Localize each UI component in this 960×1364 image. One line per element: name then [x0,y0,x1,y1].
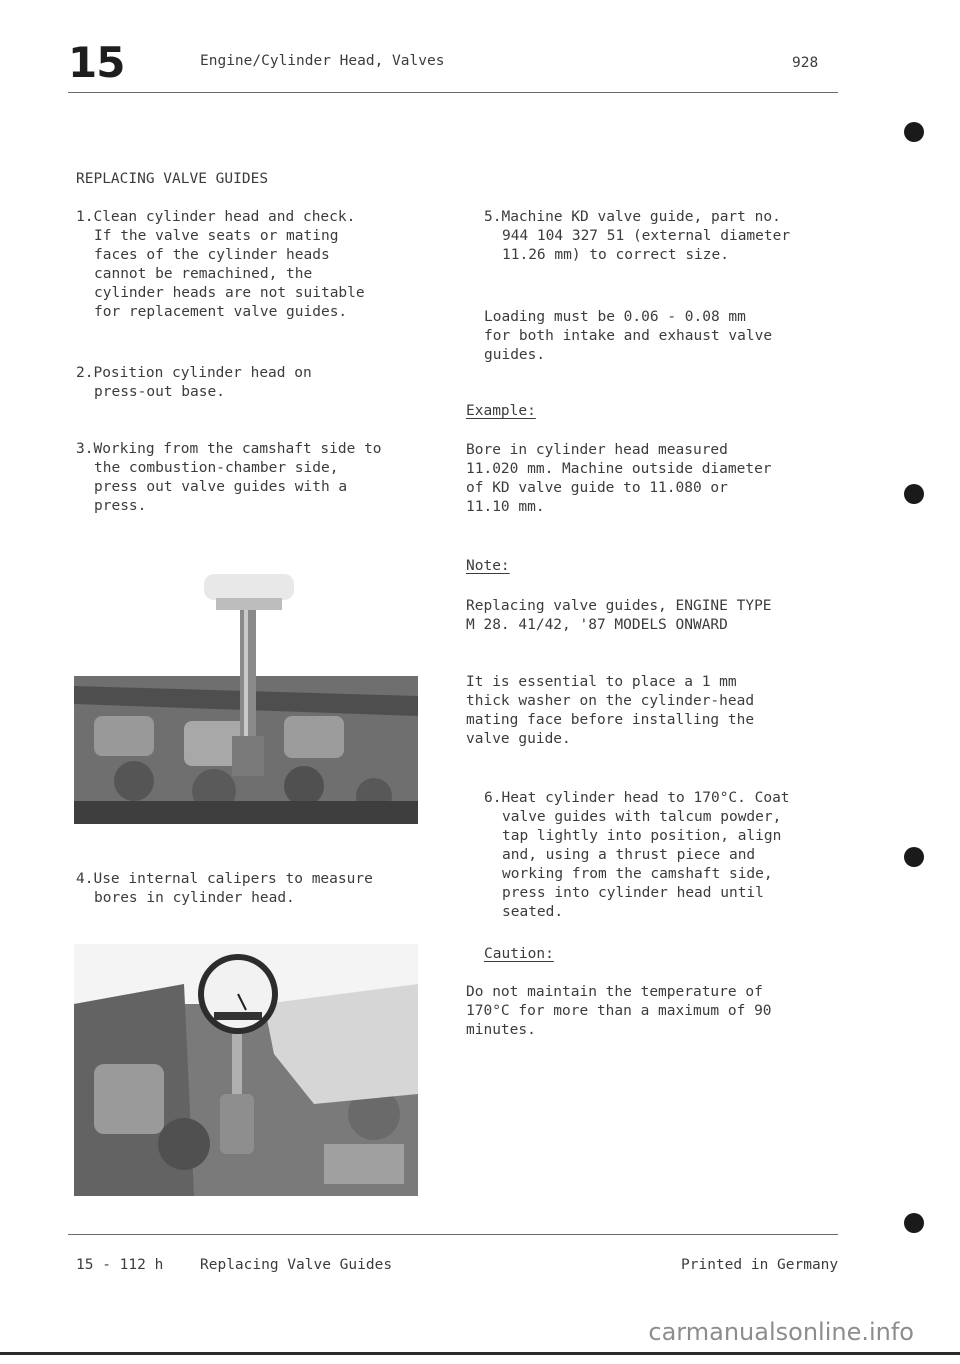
note-label: Note: [466,558,510,574]
example-text: Bore in cylinder head measured 11.020 mm. Machine outside diameter of KD valve guide to 11.080 or 11.10 mm. [466,442,772,515]
caliper-illustration [74,944,418,1196]
step-5: 5.Machine KD valve guide, part no. 944 104 327 51 (external diameter 11.26 mm) to correct size. [484,209,791,263]
binder-hole-dot [904,1213,924,1233]
binder-hole-dot [904,847,924,867]
note-text: Replacing valve guides, ENGINE TYPE M 28. 41/42, '87 MODELS ONWARD [466,598,772,633]
header-title: Engine/Cylinder Head, Valves [200,53,445,69]
press-out-photo [74,566,418,824]
caution-label: Caution: [484,946,554,962]
bottom-edge-line [0,1352,960,1355]
step-2: 2.Position cylinder head on press-out base. [76,365,312,400]
step-3: 3.Working from the camshaft side to the combustion-chamber side, press out valve guides with a press. [76,441,382,514]
step-6: 6.Heat cylinder head to 170°C. Coat valve guides with talcum powder, tap lightly into position, align and, using a thrust piece and working from the camshaft side, press into cylinder head until seated. [484,790,790,920]
press-out-illustration [74,566,418,824]
header-model: 928 [792,55,819,71]
loading-spec: Loading must be 0.06 - 0.08 mm for both intake and exhaust valve guides. [484,309,773,363]
caution-text: Do not maintain the temperature of 170°C for more than a maximum of 90 minutes. [466,984,772,1038]
header-rule [68,92,838,93]
footer-page-ref: 15 - 112 h [76,1257,164,1273]
watermark: carmanualsonline.info [648,1318,914,1346]
example-label: Example: [466,403,536,419]
section-number: 15 [68,38,125,87]
footer-printed: Printed in Germany [681,1257,839,1273]
caliper-measure-photo [74,944,418,1196]
binder-hole-dot [904,122,924,142]
step-1: 1.Clean cylinder head and check. If the valve seats or mating faces of the cylinder heads cannot be remachined, the cylinder heads are not suitable for replacement valve guides. [76,209,365,320]
footer-rule [68,1234,838,1235]
section-heading: REPLACING VALVE GUIDES [76,171,269,187]
footer-title: Replacing Valve Guides [200,1257,393,1273]
step-4: 4.Use internal calipers to measure bores in cylinder head. [76,871,373,906]
binder-hole-dot [904,484,924,504]
washer-instruction: It is essential to place a 1 mm thick washer on the cylinder-head mating face before installing the valve guide. [466,674,755,747]
